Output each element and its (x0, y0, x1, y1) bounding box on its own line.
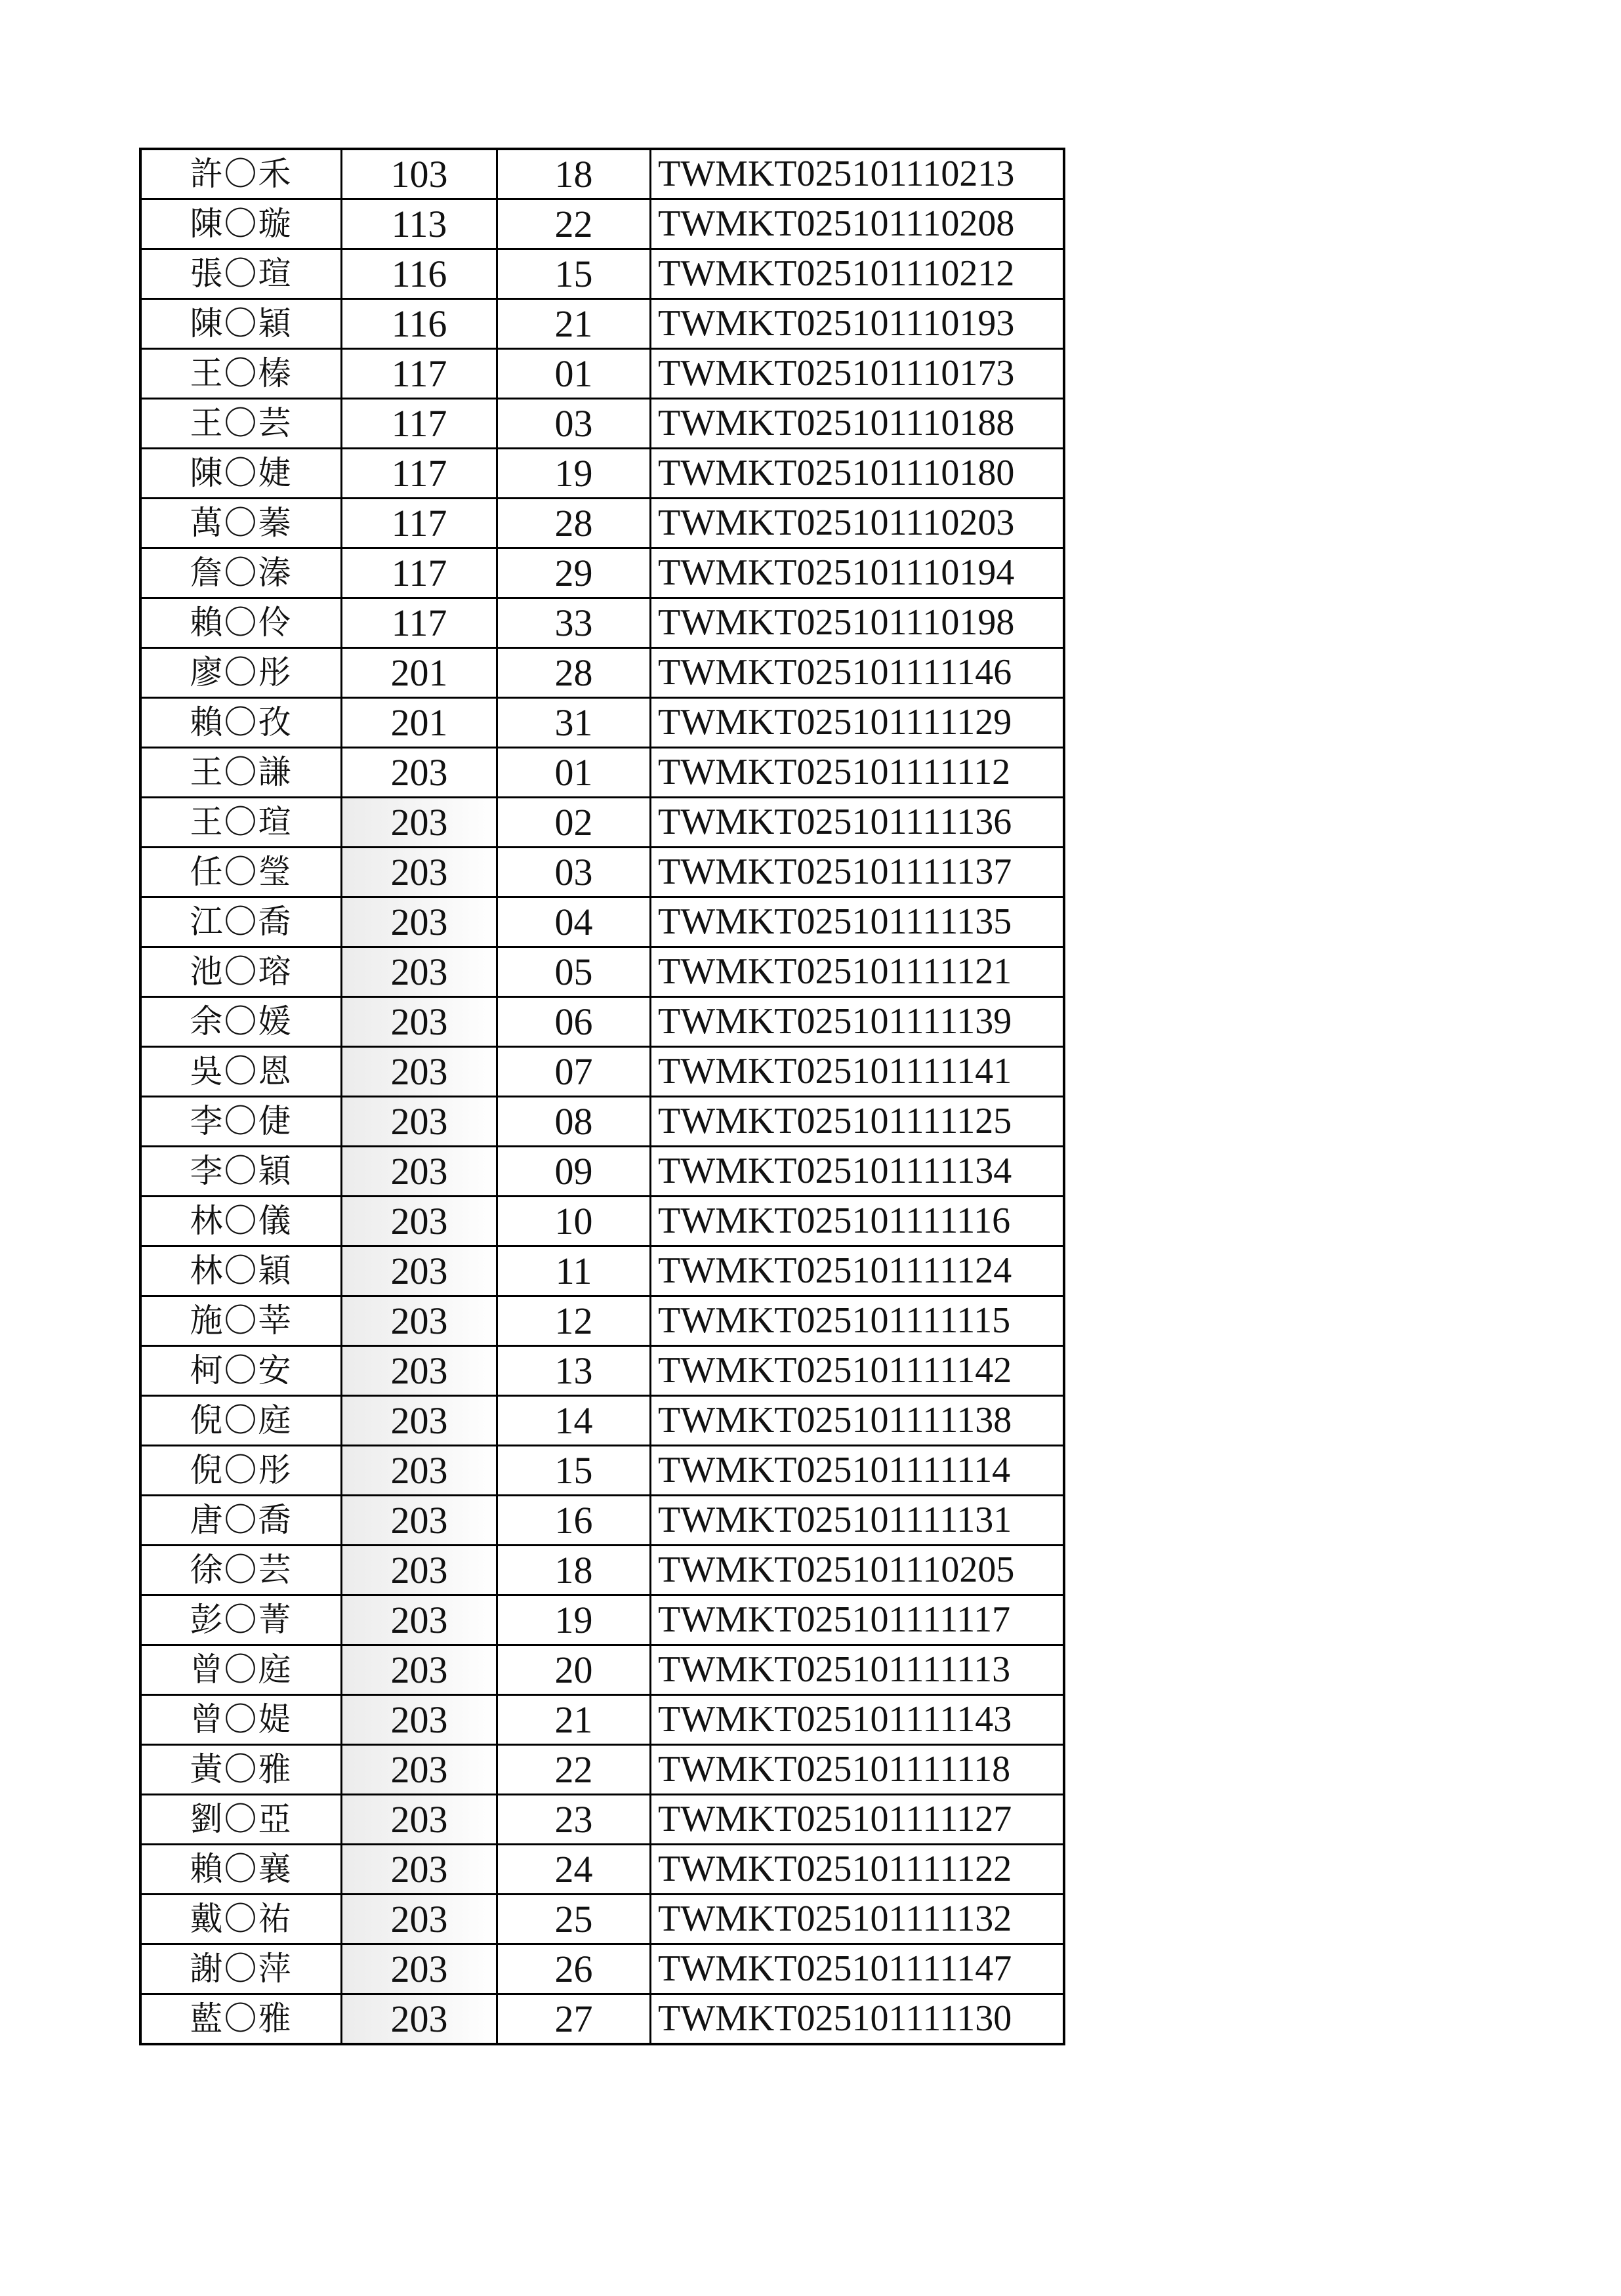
table-row (140, 748, 1064, 798)
class-number-cell: 203 (342, 1346, 497, 1396)
seat-number-cell: 16 (497, 1496, 651, 1546)
class-number-cell: 113 (342, 199, 497, 249)
registration-code-cell: TWMKT025101111143 (651, 1695, 1065, 1745)
student-name-cell: 李〇倢 (140, 1097, 342, 1147)
student-name-cell: 徐〇芸 (140, 1546, 342, 1595)
class-number-cell: 203 (342, 1994, 497, 2045)
registration-code-cell: TWMKT025101111130 (651, 1994, 1065, 2045)
seat-number-cell: 22 (497, 199, 651, 249)
class-number-cell: 117 (342, 449, 497, 499)
registration-code-cell: TWMKT025101111146 (651, 648, 1065, 698)
class-number-cell: 117 (342, 349, 497, 399)
student-name-cell: 賴〇襄 (140, 1845, 342, 1895)
class-number-cell: 203 (342, 1745, 497, 1795)
student-name-cell: 曾〇媞 (140, 1695, 342, 1745)
class-number-cell: 116 (342, 299, 497, 349)
class-number-cell: 103 (342, 149, 497, 199)
seat-number-cell: 03 (497, 399, 651, 449)
class-number-cell: 203 (342, 1645, 497, 1695)
seat-number-cell: 20 (497, 1645, 651, 1695)
class-number-cell: 203 (342, 897, 497, 947)
registration-code-cell: TWMKT025101111121 (651, 947, 1065, 997)
class-number-cell: 203 (342, 1546, 497, 1595)
registration-code-cell: TWMKT025101111141 (651, 1047, 1065, 1097)
student-name-cell: 倪〇庭 (140, 1396, 342, 1446)
table-row (140, 299, 1064, 349)
table-row (140, 1795, 1064, 1845)
registration-code-cell: TWMKT025101111136 (651, 798, 1065, 848)
seat-number-cell: 12 (497, 1296, 651, 1346)
registration-code-cell: TWMKT025101111125 (651, 1097, 1065, 1147)
seat-number-cell: 28 (497, 648, 651, 698)
table-row (140, 1047, 1064, 1097)
registration-code-cell: TWMKT025101111118 (651, 1745, 1065, 1795)
class-number-cell: 117 (342, 399, 497, 449)
class-number-cell: 203 (342, 1795, 497, 1845)
table-row (140, 1944, 1064, 1994)
seat-number-cell: 28 (497, 499, 651, 548)
registration-code-cell: TWMKT025101111134 (651, 1147, 1065, 1197)
class-number-cell: 203 (342, 1695, 497, 1745)
table-row (140, 249, 1064, 299)
registration-code-cell: TWMKT025101111115 (651, 1296, 1065, 1346)
student-name-cell: 李〇穎 (140, 1147, 342, 1197)
class-number-cell: 203 (342, 748, 497, 798)
table-row (140, 1595, 1064, 1645)
class-number-cell: 203 (342, 1047, 497, 1097)
student-name-cell: 賴〇孜 (140, 698, 342, 748)
student-name-cell: 謝〇萍 (140, 1944, 342, 1994)
table-row (140, 1396, 1064, 1446)
registration-code-cell: TWMKT025101110205 (651, 1546, 1065, 1595)
seat-number-cell: 11 (497, 1246, 651, 1296)
registration-code-cell: TWMKT025101111139 (651, 997, 1065, 1047)
seat-number-cell: 18 (497, 149, 651, 199)
seat-number-cell: 29 (497, 548, 651, 598)
student-name-cell: 任〇瑩 (140, 848, 342, 897)
registration-code-cell: TWMKT025101111137 (651, 848, 1065, 897)
seat-number-cell: 22 (497, 1745, 651, 1795)
seat-number-cell: 08 (497, 1097, 651, 1147)
registration-code-cell: TWMKT025101111124 (651, 1246, 1065, 1296)
class-number-cell: 203 (342, 1845, 497, 1895)
table-row (140, 499, 1064, 548)
student-name-cell: 余〇媛 (140, 997, 342, 1047)
table-row (140, 1745, 1064, 1795)
table-row (140, 1147, 1064, 1197)
table-row (140, 698, 1064, 748)
student-name-cell: 陳〇璇 (140, 199, 342, 249)
registration-code-cell: TWMKT025101110188 (651, 399, 1065, 449)
registration-code-cell: TWMKT025101111117 (651, 1595, 1065, 1645)
table-row (140, 598, 1064, 648)
class-number-cell: 116 (342, 249, 497, 299)
student-name-cell: 林〇儀 (140, 1197, 342, 1246)
student-name-cell: 陳〇婕 (140, 449, 342, 499)
student-name-cell: 王〇芸 (140, 399, 342, 449)
seat-number-cell: 01 (497, 748, 651, 798)
registration-code-cell: TWMKT025101110203 (651, 499, 1065, 548)
table-row (140, 449, 1064, 499)
seat-number-cell: 13 (497, 1346, 651, 1396)
seat-number-cell: 15 (497, 249, 651, 299)
registration-code-cell: TWMKT025101111127 (651, 1795, 1065, 1845)
student-name-cell: 唐〇喬 (140, 1496, 342, 1546)
seat-number-cell: 03 (497, 848, 651, 897)
table-row (140, 798, 1064, 848)
student-name-cell: 許〇禾 (140, 149, 342, 199)
table-row (140, 1994, 1064, 2045)
student-name-cell: 張〇瑄 (140, 249, 342, 299)
class-number-cell: 203 (342, 1944, 497, 1994)
table-row (140, 399, 1064, 449)
table-row (140, 848, 1064, 897)
seat-number-cell: 02 (497, 798, 651, 848)
class-number-cell: 201 (342, 698, 497, 748)
seat-number-cell: 19 (497, 1595, 651, 1645)
student-name-cell: 吳〇恩 (140, 1047, 342, 1097)
student-name-cell: 劉〇亞 (140, 1795, 342, 1845)
student-name-cell: 施〇莘 (140, 1296, 342, 1346)
registration-code-cell: TWMKT025101110180 (651, 449, 1065, 499)
roster-body (140, 149, 1064, 2044)
student-name-cell: 曾〇庭 (140, 1645, 342, 1695)
registration-code-cell: TWMKT025101111112 (651, 748, 1065, 798)
student-name-cell: 廖〇彤 (140, 648, 342, 698)
seat-number-cell: 18 (497, 1546, 651, 1595)
student-name-cell: 藍〇雅 (140, 1994, 342, 2045)
student-name-cell: 詹〇溱 (140, 548, 342, 598)
class-number-cell: 203 (342, 848, 497, 897)
seat-number-cell: 04 (497, 897, 651, 947)
table-row (140, 199, 1064, 249)
class-number-cell: 203 (342, 1097, 497, 1147)
class-number-cell: 117 (342, 598, 497, 648)
student-name-cell: 陳〇穎 (140, 299, 342, 349)
seat-number-cell: 26 (497, 1944, 651, 1994)
seat-number-cell: 27 (497, 1994, 651, 2045)
seat-number-cell: 14 (497, 1396, 651, 1446)
registration-code-cell: TWMKT025101110198 (651, 598, 1065, 648)
seat-number-cell: 23 (497, 1795, 651, 1845)
seat-number-cell: 07 (497, 1047, 651, 1097)
registration-code-cell: TWMKT025101111142 (651, 1346, 1065, 1396)
seat-number-cell: 01 (497, 349, 651, 399)
class-number-cell: 203 (342, 1147, 497, 1197)
class-number-cell: 201 (342, 648, 497, 698)
class-number-cell: 203 (342, 1396, 497, 1446)
student-name-cell: 黃〇雅 (140, 1745, 342, 1795)
student-name-cell: 王〇榛 (140, 349, 342, 399)
registration-code-cell: TWMKT025101110212 (651, 249, 1065, 299)
class-number-cell: 203 (342, 1246, 497, 1296)
table-row (140, 1246, 1064, 1296)
student-roster-table (139, 148, 1065, 2045)
registration-code-cell: TWMKT025101111116 (651, 1197, 1065, 1246)
table-row (140, 1296, 1064, 1346)
table-row (140, 149, 1064, 199)
table-row (140, 1496, 1064, 1546)
class-number-cell: 203 (342, 1197, 497, 1246)
registration-code-cell: TWMKT025101110208 (651, 199, 1065, 249)
student-name-cell: 林〇穎 (140, 1246, 342, 1296)
class-number-cell: 203 (342, 1446, 497, 1496)
table-row (140, 349, 1064, 399)
seat-number-cell: 33 (497, 598, 651, 648)
table-row (140, 897, 1064, 947)
registration-code-cell: TWMKT025101111147 (651, 1944, 1065, 1994)
registration-code-cell: TWMKT025101110194 (651, 548, 1065, 598)
registration-code-cell: TWMKT025101110213 (651, 149, 1065, 199)
table-row (140, 648, 1064, 698)
registration-code-cell: TWMKT025101111114 (651, 1446, 1065, 1496)
student-name-cell: 萬〇蓁 (140, 499, 342, 548)
class-number-cell: 203 (342, 997, 497, 1047)
table-row (140, 1097, 1064, 1147)
seat-number-cell: 25 (497, 1895, 651, 1944)
table-row (140, 1446, 1064, 1496)
registration-code-cell: TWMKT025101111138 (651, 1396, 1065, 1446)
registration-code-cell: TWMKT025101111135 (651, 897, 1065, 947)
table-row (140, 1695, 1064, 1745)
class-number-cell: 203 (342, 947, 497, 997)
student-name-cell: 戴〇祐 (140, 1895, 342, 1944)
class-number-cell: 203 (342, 798, 497, 848)
student-name-cell: 王〇瑄 (140, 798, 342, 848)
seat-number-cell: 31 (497, 698, 651, 748)
student-name-cell: 賴〇伶 (140, 598, 342, 648)
student-name-cell: 江〇喬 (140, 897, 342, 947)
registration-code-cell: TWMKT025101111122 (651, 1845, 1065, 1895)
seat-number-cell: 10 (497, 1197, 651, 1246)
student-name-cell: 彭〇菁 (140, 1595, 342, 1645)
table-row (140, 1845, 1064, 1895)
registration-code-cell: TWMKT025101111129 (651, 698, 1065, 748)
registration-code-cell: TWMKT025101110193 (651, 299, 1065, 349)
registration-code-cell: TWMKT025101110173 (651, 349, 1065, 399)
table-row (140, 1346, 1064, 1396)
student-name-cell: 王〇謙 (140, 748, 342, 798)
seat-number-cell: 15 (497, 1446, 651, 1496)
registration-code-cell: TWMKT025101111132 (651, 1895, 1065, 1944)
seat-number-cell: 19 (497, 449, 651, 499)
registration-code-cell: TWMKT025101111113 (651, 1645, 1065, 1695)
class-number-cell: 203 (342, 1496, 497, 1546)
class-number-cell: 203 (342, 1296, 497, 1346)
student-name-cell: 柯〇安 (140, 1346, 342, 1396)
seat-number-cell: 24 (497, 1845, 651, 1895)
table-row (140, 997, 1064, 1047)
seat-number-cell: 21 (497, 1695, 651, 1745)
student-name-cell: 倪〇彤 (140, 1446, 342, 1496)
table-row (140, 1895, 1064, 1944)
seat-number-cell: 21 (497, 299, 651, 349)
class-number-cell: 203 (342, 1895, 497, 1944)
table-row (140, 548, 1064, 598)
table-row (140, 1197, 1064, 1246)
seat-number-cell: 09 (497, 1147, 651, 1197)
table-row (140, 1546, 1064, 1595)
table-row (140, 947, 1064, 997)
registration-code-cell: TWMKT025101111131 (651, 1496, 1065, 1546)
table-row (140, 1645, 1064, 1695)
seat-number-cell: 05 (497, 947, 651, 997)
student-name-cell: 池〇瑢 (140, 947, 342, 997)
class-number-cell: 117 (342, 499, 497, 548)
class-number-cell: 117 (342, 548, 497, 598)
class-number-cell: 203 (342, 1595, 497, 1645)
seat-number-cell: 06 (497, 997, 651, 1047)
